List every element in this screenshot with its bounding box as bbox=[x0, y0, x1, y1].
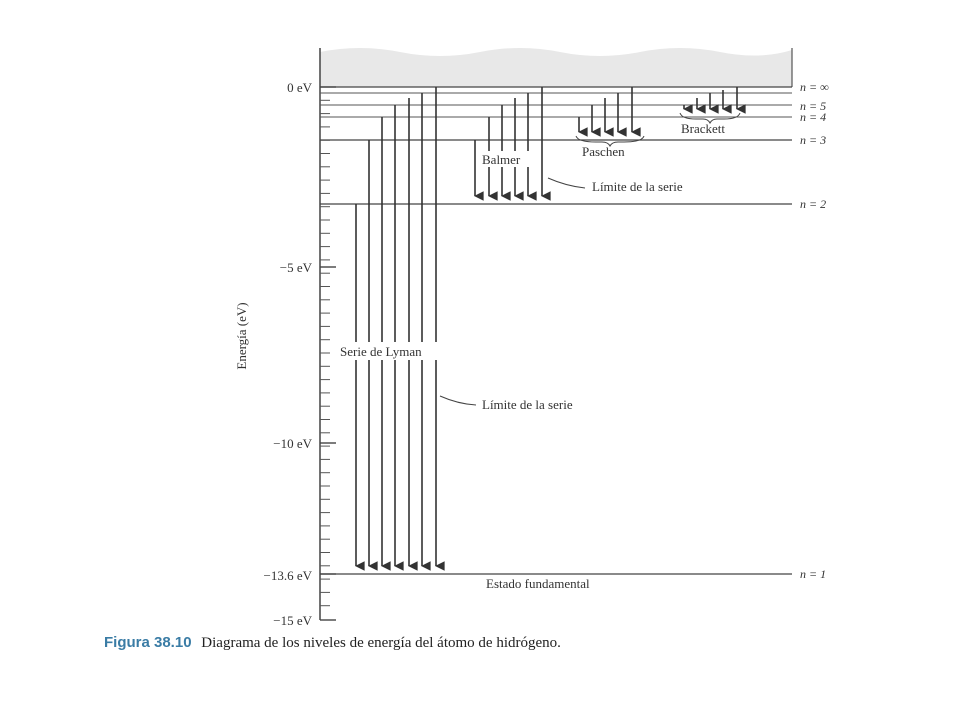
level-label-n4: n = 4 bbox=[800, 110, 827, 124]
balmer-series-label: Balmer bbox=[482, 152, 521, 167]
lyman-series-label: Serie de Lyman bbox=[340, 344, 422, 359]
level-label-n1: n = 1 bbox=[800, 567, 827, 581]
brackett-series-label: Brackett bbox=[681, 121, 726, 136]
tick-label-minus13-6ev: −13.6 eV bbox=[263, 568, 312, 583]
brackett-series-arrows bbox=[684, 87, 737, 109]
ground-state-label: Estado fundamental bbox=[486, 576, 590, 591]
minor-ticks bbox=[320, 87, 330, 606]
series-limit-upper-label: Límite de la serie bbox=[592, 179, 683, 194]
lyman-series-arrows bbox=[356, 87, 436, 566]
level-label-n5: n = 5 bbox=[800, 99, 827, 113]
figure-caption bbox=[104, 634, 561, 652]
level-label-n-inf: n = ∞ bbox=[800, 80, 829, 94]
caption-text: Diagrama de los niveles de energía del átomo de hidrógeno. bbox=[201, 635, 561, 651]
paschen-series-label: Paschen bbox=[582, 144, 625, 159]
figure-number: Figura 38.10 bbox=[104, 634, 192, 651]
paschen-series-arrows bbox=[579, 87, 632, 132]
series-limit-lower-label: Límite de la serie bbox=[482, 397, 573, 412]
balmer-series-arrows bbox=[475, 87, 542, 196]
continuum-band bbox=[320, 48, 792, 87]
series-limit-lower-pointer bbox=[440, 396, 476, 405]
series-limit-upper-pointer bbox=[548, 178, 585, 188]
tick-label-minus10ev: −10 eV bbox=[273, 436, 312, 451]
level-label-n3: n = 3 bbox=[800, 133, 827, 147]
tick-label-minus5ev: −5 eV bbox=[279, 260, 312, 275]
level-label-n2: n = 2 bbox=[800, 197, 827, 211]
tick-label-0ev: 0 eV bbox=[287, 80, 312, 95]
y-axis-label: Energía (eV) bbox=[234, 302, 249, 370]
tick-label-minus15ev: −15 eV bbox=[273, 613, 312, 628]
